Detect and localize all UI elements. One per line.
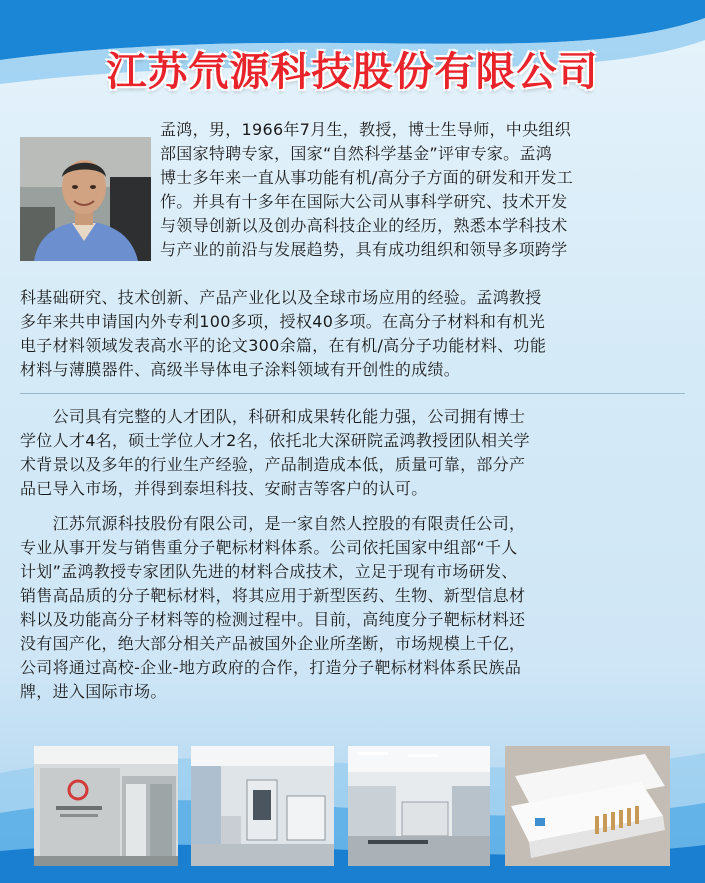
paragraph-line: 学位人才4名，硕士学位人才2名，依托北大深研院孟鸿教授团队相关学 [20, 431, 530, 450]
office-lobby-photo [34, 746, 178, 866]
paragraph-line: 江苏氘源科技股份有限公司，是一家自然人控股的有限责任公司， [20, 514, 526, 533]
page-title: 江苏氘源科技股份有限公司 [106, 49, 599, 95]
bio-line: 与产业的前沿与发展趋势，具有成功组织和领导多项跨学 [160, 240, 568, 259]
paragraph-line: 品已导入市场，并得到泰坦科技、安耐吉等客户的认可。 [20, 479, 428, 498]
bio-line: 孟鸿，男，1966年7月生，教授，博士生导师，中央组织 [160, 120, 571, 139]
bio-line: 部国家特聘专家，国家“自然科学基金”评审专家。孟鸿 [160, 144, 553, 163]
product-boxes-photo [505, 746, 670, 866]
lab-instrument-photo [191, 746, 334, 866]
photo-strip [0, 746, 705, 866]
bio-text-side [160, 118, 690, 262]
laboratory-photo [348, 746, 490, 866]
section-divider [20, 393, 685, 394]
paragraph-line: 术背景以及多年的行业生产经验，产品制造成本低，质量可靠，部分产 [20, 455, 526, 474]
paragraph-line: 没有国产化，绝大部分相关产品被国外企业所垄断，市场规模上千亿， [20, 634, 526, 653]
paragraph-line: 专业从事开发与销售重分子靶标材料体系。公司依托国家中组部“千人 [20, 538, 518, 557]
paragraph-line: 计划”孟鸿教授专家团队先进的材料合成技术，立足于现有市场研发、 [20, 562, 518, 581]
paragraph-line: 公司具有完整的人才团队，科研和成果转化能力强，公司拥有博士 [20, 407, 526, 426]
team-paragraph [20, 405, 690, 501]
bio-line: 科基础研究、技术创新、产品产业化以及全球市场应用的经验。孟鸿教授 [20, 288, 542, 307]
bio-line: 材料与薄膜器件、高级半导体电子涂料领域有开创性的成绩。 [20, 360, 461, 379]
bio-text-full [20, 286, 690, 382]
paragraph-line: 公司将通过高校-企业-地方政府的合作，打造分子靶标材料体系民族品 [20, 658, 522, 677]
paragraph-line: 牌，进入国际市场。 [20, 682, 167, 701]
paragraph-line: 销售高品质的分子靶标材料，将其应用于新型医药、生物、新型信息材 [20, 586, 526, 605]
bio-line: 电子材料领域发表高水平的论文300余篇，在有机/高分子功能材料、功能 [20, 336, 547, 355]
bio-line: 与领导创新以及创办高科技企业的经历，熟悉本学科技术 [160, 216, 568, 235]
portrait-photo [20, 137, 151, 261]
paragraph-line: 料以及功能高分子材料等的检测过程中。目前，高纯度分子靶标材料还 [20, 610, 526, 629]
company-paragraph [20, 512, 690, 704]
bio-line: 博士多年来一直从事功能有机/高分子方面的研发和开发工 [160, 168, 574, 187]
bio-line: 作。并具有十多年在国际大公司从事科学研究、技术开发 [160, 192, 568, 211]
bio-line: 多年来共申请国内外专利100多项，授权40多项。在高分子材料和有机光 [20, 312, 546, 331]
